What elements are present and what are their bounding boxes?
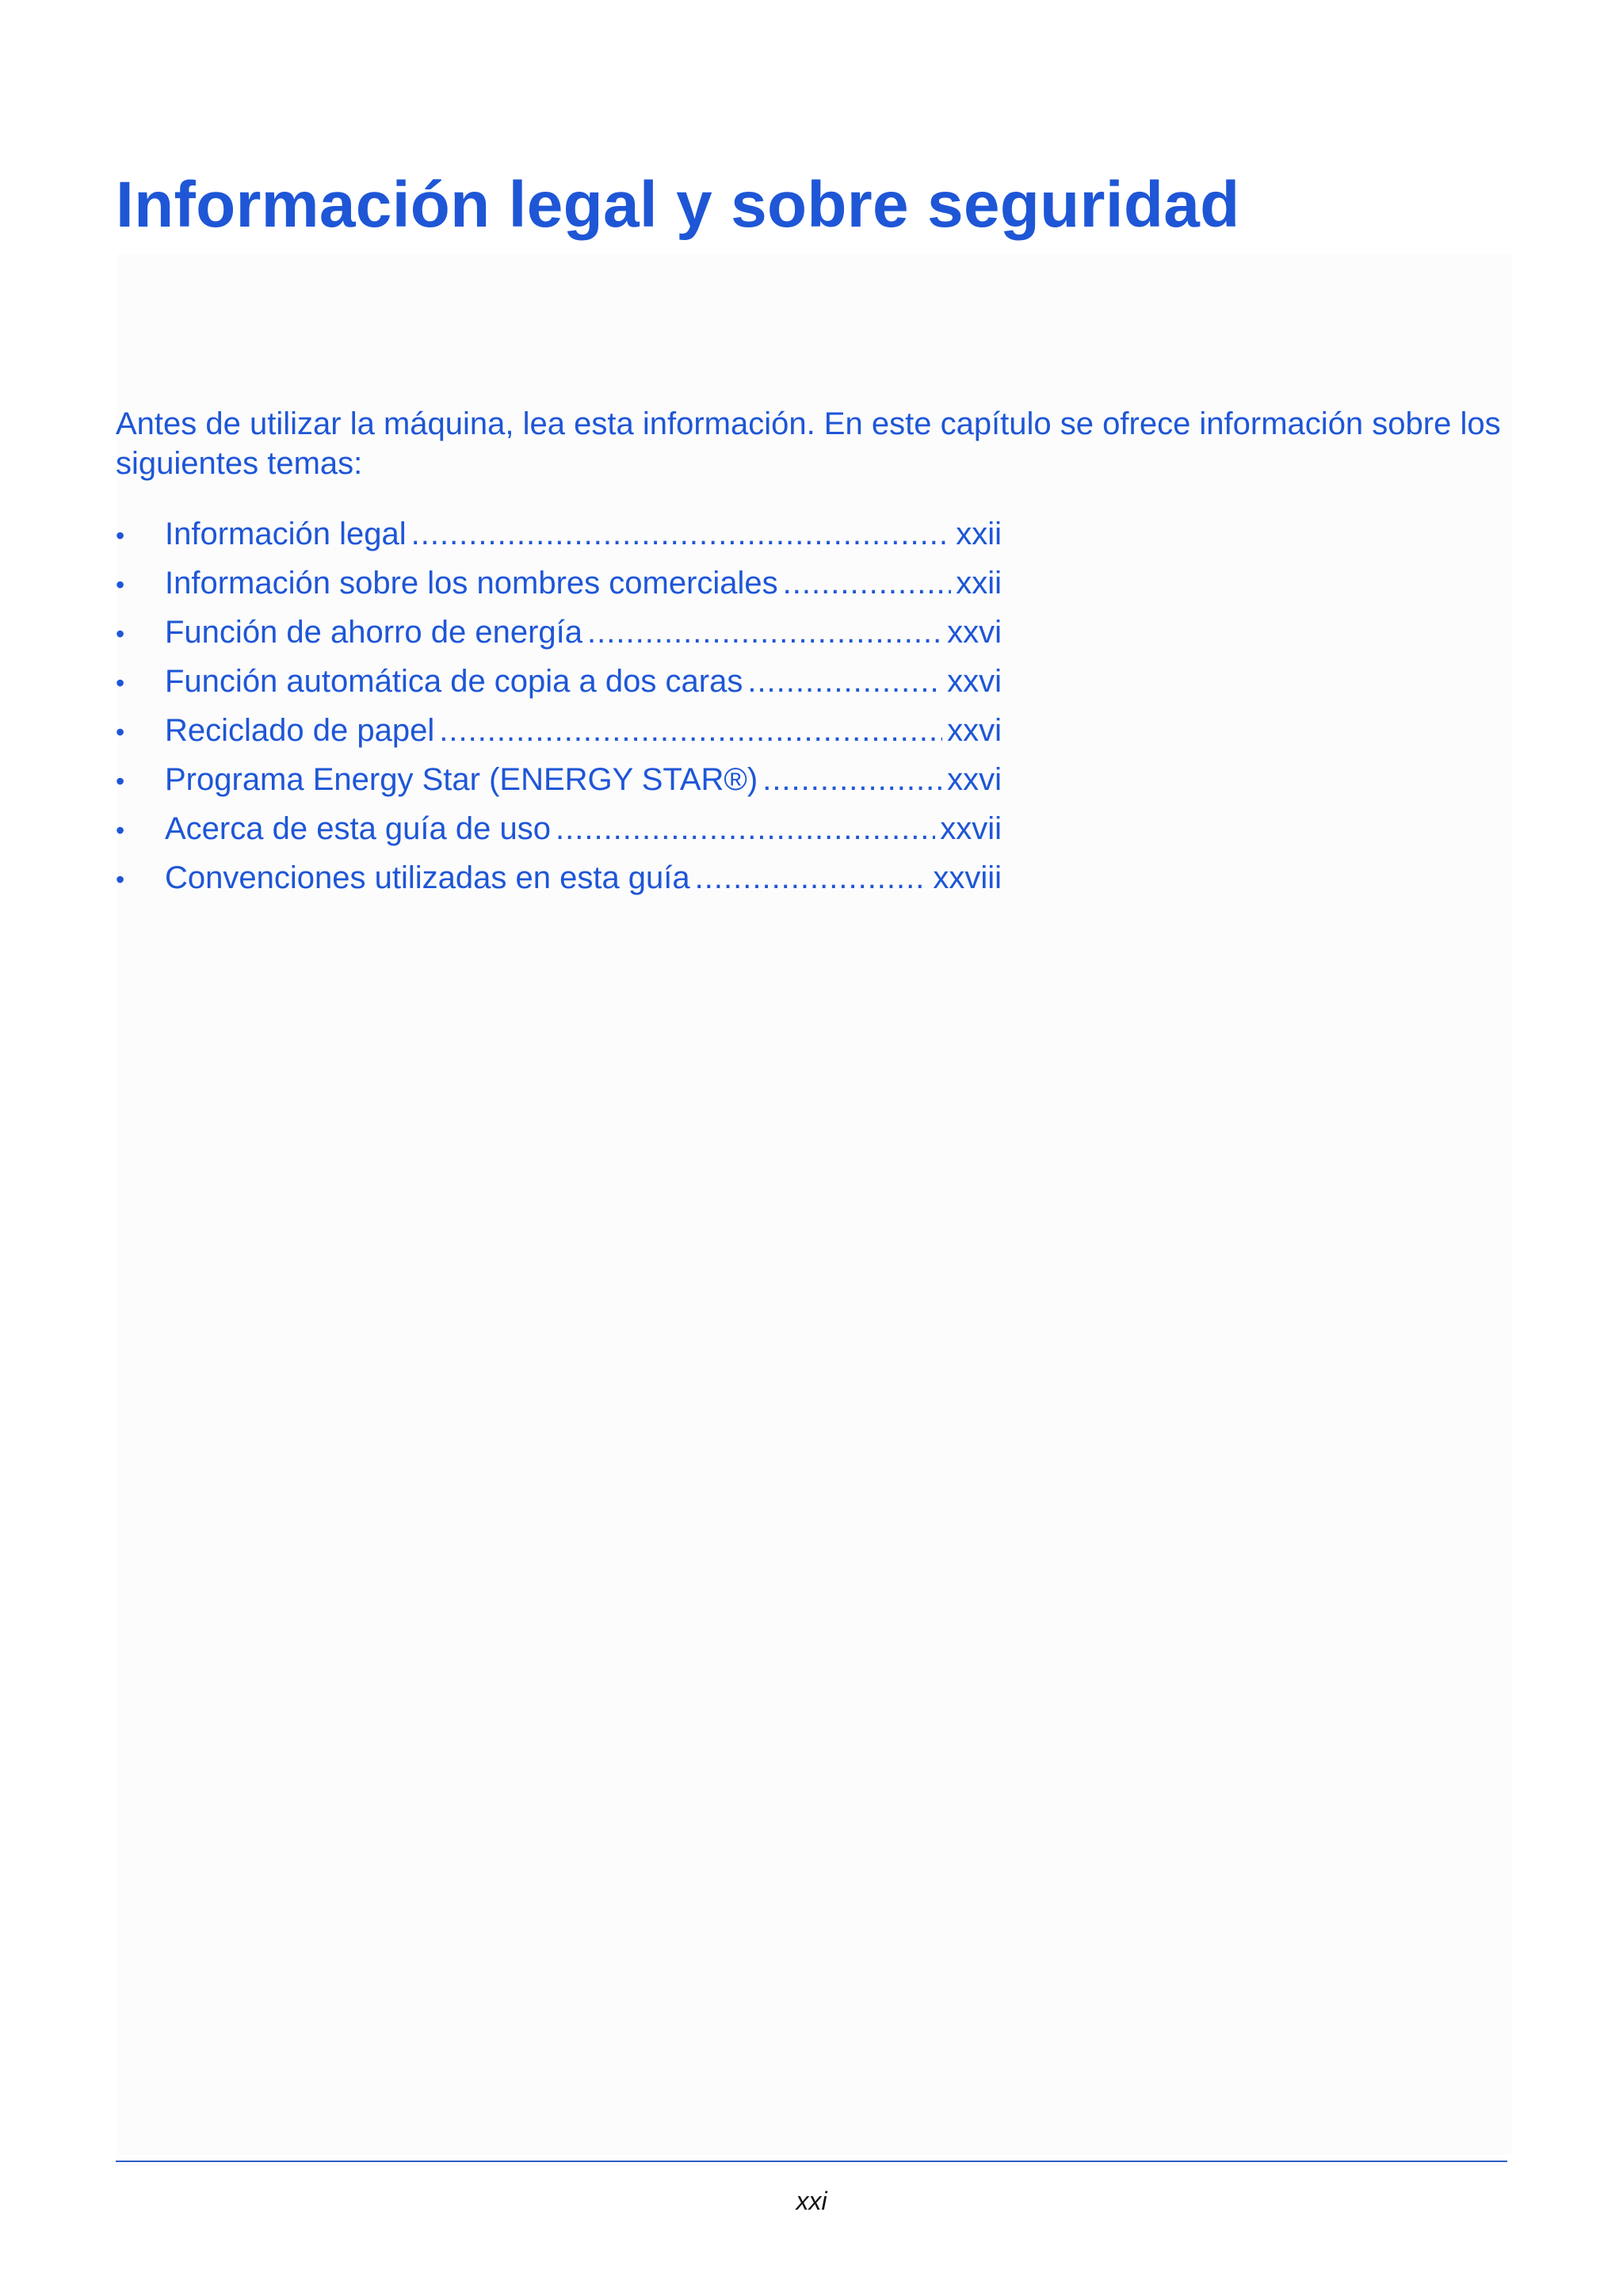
toc-label: Función automática de copia a dos caras [165,664,743,699]
footer-divider [116,2161,1507,2162]
toc-page-number: xxii [956,517,1002,551]
dot-leader [695,860,929,896]
bullet-icon: • [116,767,125,795]
toc-label: Información legal [165,517,407,551]
toc-page-number: xxvi [947,762,1002,797]
toc-page-number: xxviii [933,860,1002,895]
bullet-icon: • [116,570,125,599]
toc-item[interactable] [116,762,1002,811]
bullet-icon: • [116,865,125,894]
toc-item[interactable] [116,615,1002,664]
toc-page-number: xxii [956,566,1002,601]
bullet-icon: • [116,718,125,746]
dot-leader [411,517,952,552]
dot-leader [747,664,942,700]
table-of-contents [116,517,1002,910]
toc-item[interactable] [116,517,1002,566]
toc-label: Programa Energy Star (ENERGY STAR®) [165,762,758,797]
toc-label: Acerca de esta guía de uso [165,811,551,846]
dot-leader [783,566,952,601]
toc-item[interactable] [116,664,1002,713]
bullet-icon: • [116,620,125,648]
toc-item[interactable] [116,811,1002,860]
dot-leader [762,762,942,798]
intro-paragraph: Antes de utilizar la máquina, lea esta información. En este capítulo se ofrece información sobre los siguientes temas: [116,406,1501,481]
toc-label: Función de ahorro de energía [165,615,583,650]
toc-item[interactable] [116,566,1002,615]
toc-item[interactable] [116,860,1002,910]
toc-label: Reciclado de papel [165,713,435,748]
toc-page-number: xxvii [940,811,1002,846]
dot-leader [439,713,942,749]
toc-label: Información sobre los nombres comerciales [165,566,778,601]
dot-leader [587,615,942,650]
toc-page-number: xxvi [947,664,1002,699]
toc-label: Convenciones utilizadas en esta guía [165,860,690,895]
toc-page-number: xxvi [947,615,1002,650]
bullet-icon: • [116,816,125,845]
toc-item[interactable] [116,713,1002,762]
toc-page-number: xxvi [947,713,1002,748]
bullet-icon: • [116,669,125,697]
bullet-icon: • [116,521,125,550]
footer-page-number: xxi [796,2187,827,2215]
dot-leader [556,811,935,847]
page-title: Información legal y sobre seguridad [116,169,1240,241]
